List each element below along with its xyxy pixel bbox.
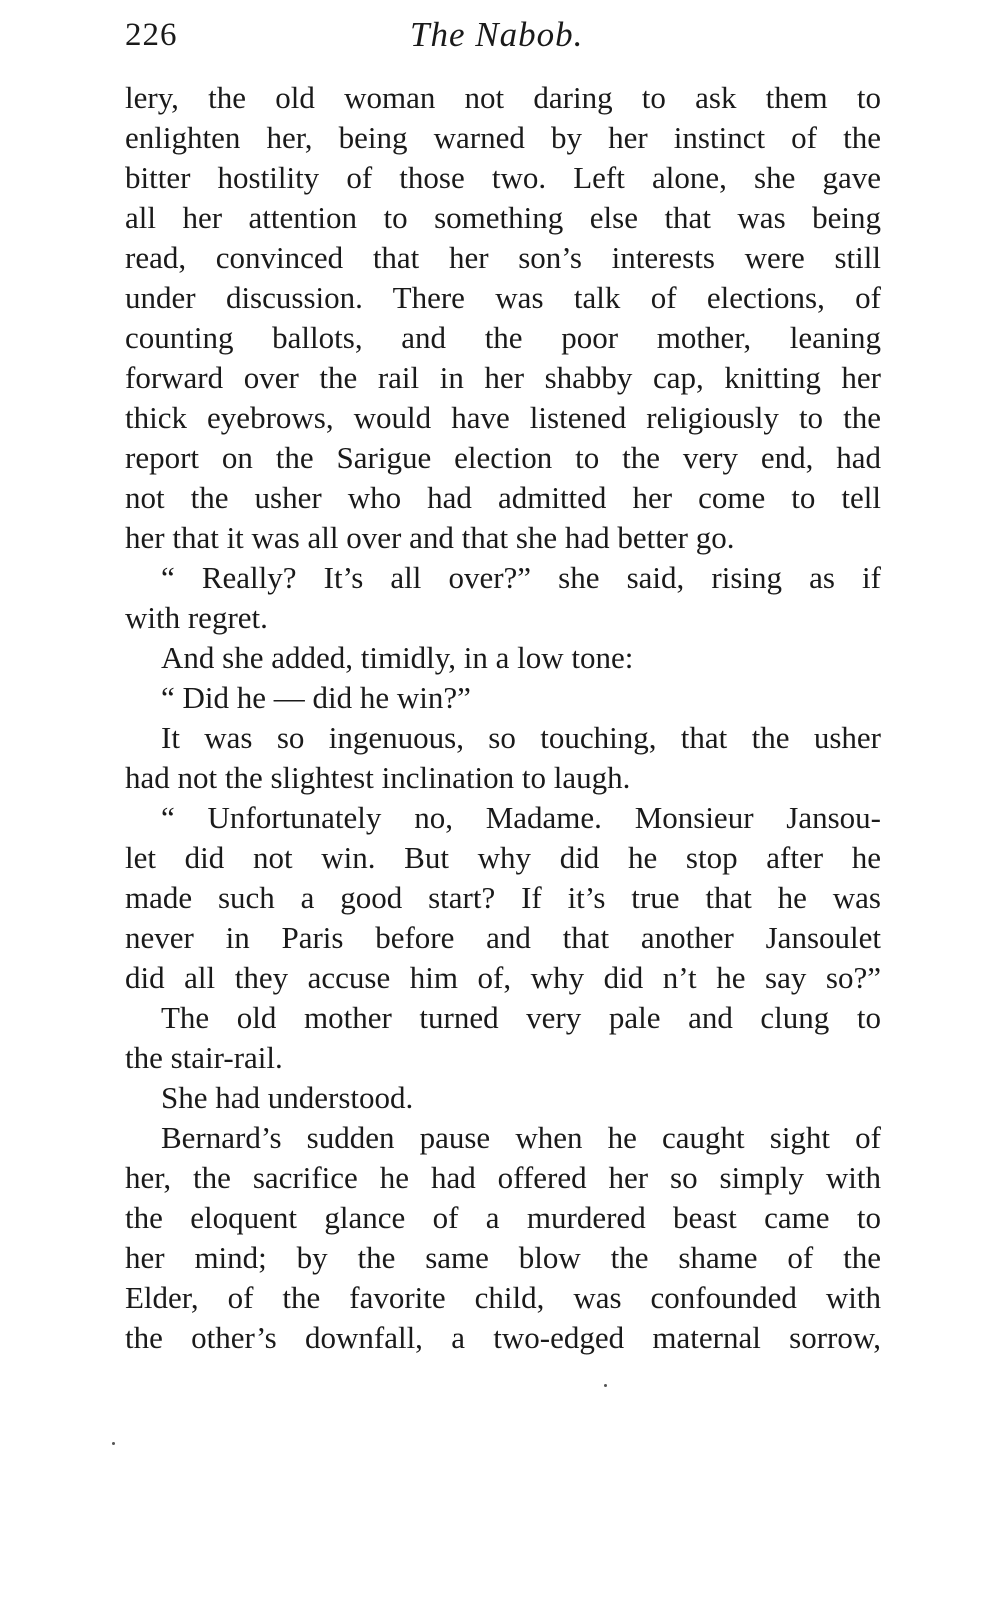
text-line: let did not win. But why did he stop after he bbox=[125, 840, 881, 875]
text-line: It was so ingenuous, so touching, that the usher bbox=[161, 720, 881, 755]
page-number: 226 bbox=[125, 17, 178, 53]
text-line: did all they accuse him of, why did n’t he say so?” bbox=[125, 960, 881, 995]
text-line: “ Really? It’s all over?” she said, rising as if bbox=[161, 560, 881, 595]
text-line: The old mother turned very pale and clung to bbox=[161, 1000, 881, 1035]
text-line: She had understood. bbox=[161, 1080, 414, 1115]
text-line: report on the Sarigue election to the very end, had bbox=[125, 440, 881, 475]
text-line: thick eyebrows, would have listened religiously to the bbox=[125, 400, 881, 435]
running-title: The Nabob. bbox=[410, 15, 584, 54]
text-line: with regret. bbox=[125, 600, 268, 635]
text-line: enlighten her, being warned by her instinct of the bbox=[125, 120, 881, 155]
text-line: Elder, of the favorite child, was confounded with bbox=[125, 1280, 881, 1315]
text-line: all her attention to something else that was being bbox=[125, 200, 881, 235]
text-line: forward over the rail in her shabby cap, knitting her bbox=[125, 360, 881, 395]
text-line: Bernard’s sudden pause when he caught sight of bbox=[161, 1120, 881, 1155]
text-line: never in Paris before and that another Jansoulet bbox=[125, 920, 881, 955]
text-line: the other’s downfall, a two-edged maternal sorrow, bbox=[125, 1320, 881, 1355]
text-line: And she added, timidly, in a low tone: bbox=[161, 640, 634, 675]
text-line: counting ballots, and the poor mother, leaning bbox=[125, 320, 881, 355]
text-line: her mind; by the same blow the shame of the bbox=[125, 1240, 881, 1275]
text-line: made such a good start? If it’s true that he was bbox=[125, 880, 881, 915]
body-text bbox=[125, 78, 881, 1358]
text-line: “ Unfortunately no, Madame. Monsieur Jansou- bbox=[161, 800, 881, 835]
text-line: the stair-rail. bbox=[125, 1040, 283, 1075]
text-line: read, convinced that her son’s interests were still bbox=[125, 240, 881, 275]
text-line: her, the sacrifice he had offered her so simply with bbox=[125, 1160, 881, 1195]
ink-speck bbox=[604, 1384, 607, 1387]
text-line: under discussion. There was talk of elections, of bbox=[125, 280, 881, 315]
text-line: not the usher who had admitted her come to tell bbox=[125, 480, 881, 515]
text-line: bitter hostility of those two. Left alone, she gave bbox=[125, 160, 881, 195]
text-line: her that it was all over and that she had better go. bbox=[125, 520, 735, 555]
ink-speck bbox=[112, 1442, 115, 1445]
text-line: “ Did he — did he win?” bbox=[161, 680, 471, 715]
text-line: lery, the old woman not daring to ask them to bbox=[125, 80, 881, 115]
text-line: the eloquent glance of a murdered beast came to bbox=[125, 1200, 881, 1235]
text-line: had not the slightest inclination to laugh. bbox=[125, 760, 631, 795]
page-header bbox=[125, 10, 885, 60]
